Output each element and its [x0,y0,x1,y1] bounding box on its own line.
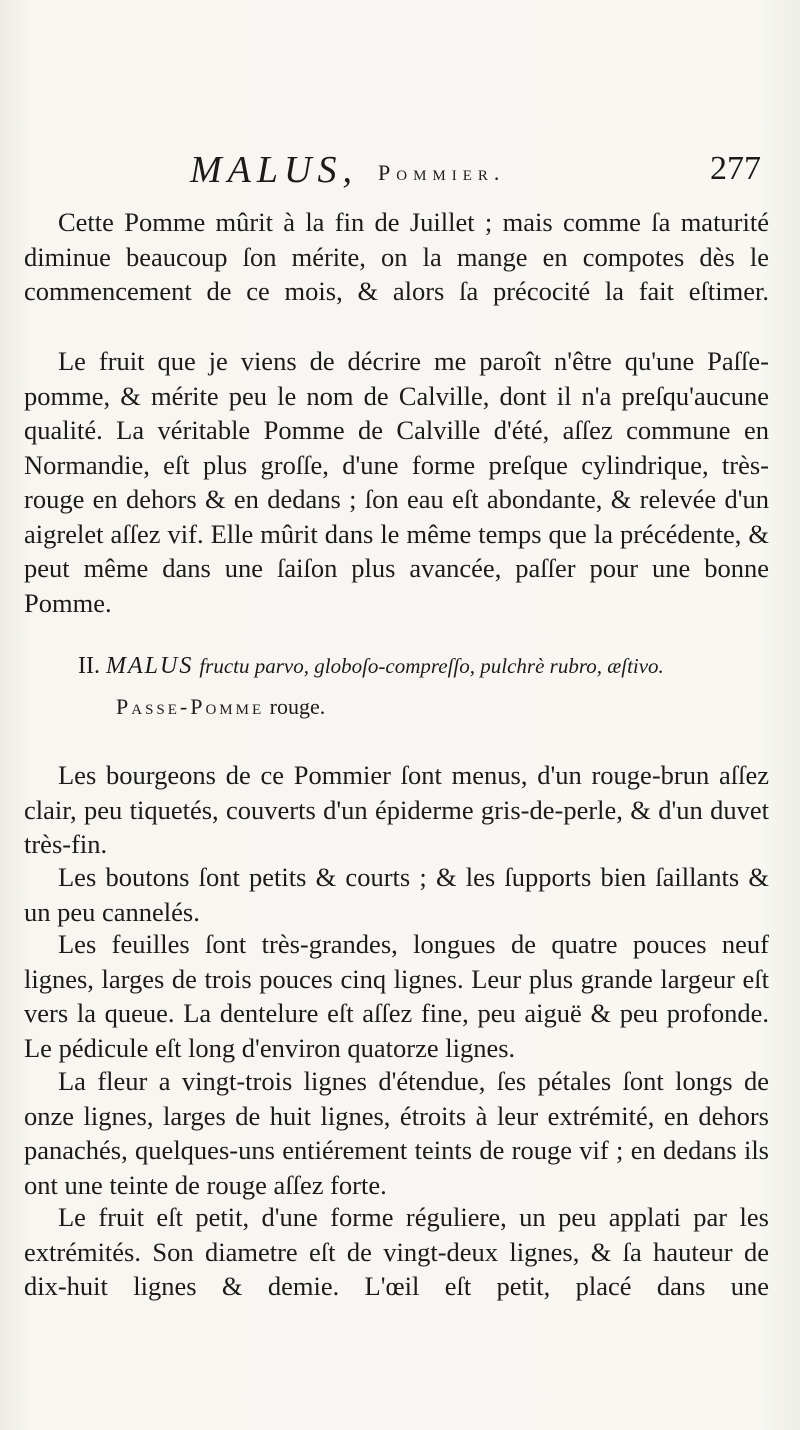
variety-name-caps: Passe-Pomme [116,694,265,719]
variety-name [116,694,325,720]
page-number: 277 [710,150,761,187]
variety-name-rest: rouge. [269,694,326,719]
paragraph: La fleur a vingt-trois lignes d'étendue, ſes pétales ſont longs de onze lignes, larges de huit lignes, étroits à leur extrémité, en dehors panachés, quelques-uns entiérement teints de rouge vif ; en dedans ils ont une teinte de rouge aſſez forte. [24,1066,769,1200]
species-number: II. [78,653,100,679]
paragraph: Le fruit que je viens de décrire me paroît n'être qu'une Paſſe-pomme, & mérite peu le nom de Calville, dont il n'a preſqu'aucune qualité. La véritable Pomme de Calville d'été, aſſez commune en Normandie, eſt plus groſſe, d'une forme preſque cylindrique, très-rouge en dehors & en dedans ; ſon eau eſt abondante, & relevée d'un aigrelet aſſez vif. Elle mûrit dans le même temps que la précédente, & peut même dans une ſaiſon plus avancée, paſſer pour une bonne Pomme. [24,346,769,618]
paragraph: Les bourgeons de ce Pommier ſont menus, d'un rouge-brun aſſez clair, peu tiquetés, couverts d'un épiderme gris-de-perle, & d'un duvet très-fin. [24,760,769,859]
species-description: fructu parvo, globoſo-compreſſo, pulchrè rubro, æſtivo. [199,654,664,678]
paragraph: Les boutons ſont petits & courts ; & les ſupports bien ſaillants & un peu cannelés. [24,862,769,927]
running-header [0,148,800,198]
paragraph: Cette Pomme mûrit à la fin de Juillet ; mais comme ſa maturité diminue beaucoup ſon mérite, on la mange en compotes dès le commencement de ce mois, & alors ſa précocité la fait eſtimer. [24,207,769,306]
paragraph: Le fruit eſt petit, d'une forme réguliere, un peu applati par les extrémités. Son diametre eſt de vingt-deux lignes, & ſa hauteur de dix-huit lignes & demie. L'œil eſt petit, placé dans une [24,1202,769,1301]
species-heading [78,650,778,682]
running-subtitle: Pommier. [378,160,506,185]
paragraph: Les feuilles ſont très-grandes, longues de quatre pouces neuf lignes, larges de trois pouces cinq lignes. Leur plus grande largeur eſt vers la queue. La dentelure eſt aſſez fine, peu aiguë & peu profonde. Le pédicule eſt long d'environ quatorze lignes. [24,929,769,1063]
running-title: MALUS, [190,149,358,191]
species-genus: MALUS [105,653,194,679]
